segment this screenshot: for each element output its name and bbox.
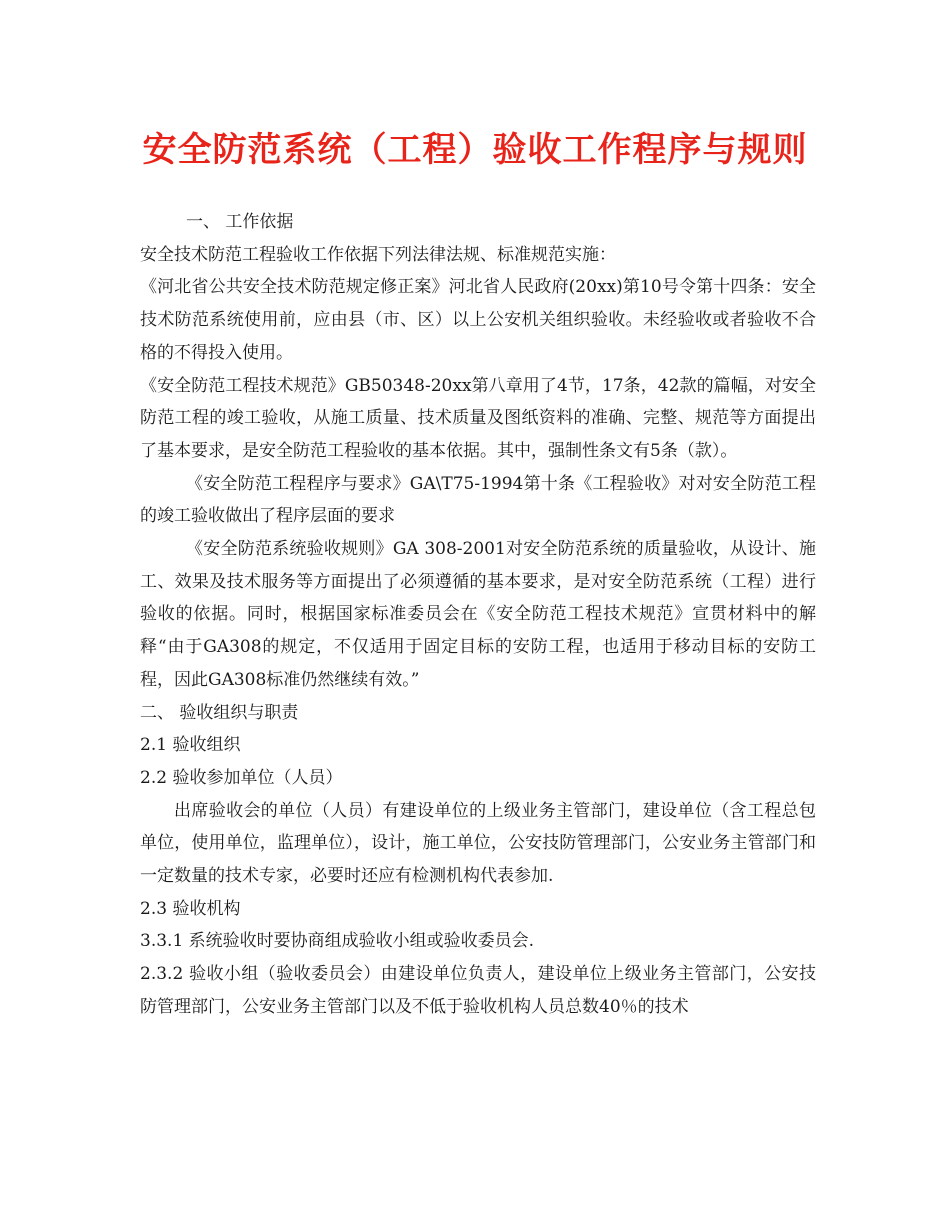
subsection-2-3: 2.3 验收机构 — [140, 898, 241, 919]
section-heading-2: 二、 验收组织与职责 — [140, 702, 299, 723]
subsection-2-1: 2.1 验收组织 — [140, 735, 241, 756]
subsection-2-2: 2.2 验收参加单位（人员） — [140, 767, 343, 788]
paragraph-basis-intro: 安全技术防范工程验收工作依据下列法律法规、标准规范实施： — [140, 244, 616, 265]
subsection-3-3-1: 3.3.1 系统验收时要协商组成验收小组或验收委员会. — [140, 931, 535, 952]
section-heading-1: 一、 工作依据 — [186, 212, 294, 232]
paragraph-hebei-regulation: 《河北省公共安全技术防范规定修正案》河北省人民政府(20xx)第10号令第十四条：安全技术防范系统使用前，应由县（市、区）以上公安机关组织验收。未经验收或者验收不合格的不得投入使用。 — [140, 277, 816, 363]
document-title: 安全防范系统（工程）验收工作程序与规则 — [142, 130, 808, 170]
subsection-2-3-2: 2.3.2 验收小组（验收委员会）由建设单位负责人，建设单位上级业务主管部门，公安技防管理部门，公安业务主管部门以及不低于验收机构人员总数40％的技术 — [140, 964, 816, 1017]
document-body — [140, 206, 816, 1024]
paragraph-attendees: 出席验收会的单位（人员）有建设单位的上级业务主管部门，建设单位（含工程总包单位，使用单位，监理单位），设计，施工单位，公安技防管理部门，公安业务主管部门和一定数量的技术专家，必要时还应有检测机构代表参加. — [140, 800, 816, 887]
paragraph-ga-t75: 《安全防范工程程序与要求》GA\T75-1994第十条《工程验收》对对安全防范工程的竣工验收做出了程序层面的要求 — [140, 473, 816, 527]
paragraph-ga308: 《安全防范系统验收规则》GA 308-2001对安全防范系统的质量验收，从设计、施工、效果及技术服务等方面提出了必须遵循的基本要求，是对安全防范系统（工程）进行验收的依据。同时，根据国家标准委员会在《安全防范工程技术规范》宣贯材料中的解释“由于GA308的规定，不仅适用于固定目标的安防工程，也适用于移动目标的安防工程，因此GA308标准仍然继续有效。” — [140, 539, 816, 690]
paragraph-gb50348: 《安全防范工程技术规范》GB50348-20xx第八章用了4节，17条，42款的篇幅，对安全防范工程的竣工验收，从施工质量、技术质量及图纸资料的准确、完整、规范等方面提出了基本要求，是安全防范工程验收的基本依据。其中，强制性条文有5条（款）。 — [140, 375, 816, 461]
